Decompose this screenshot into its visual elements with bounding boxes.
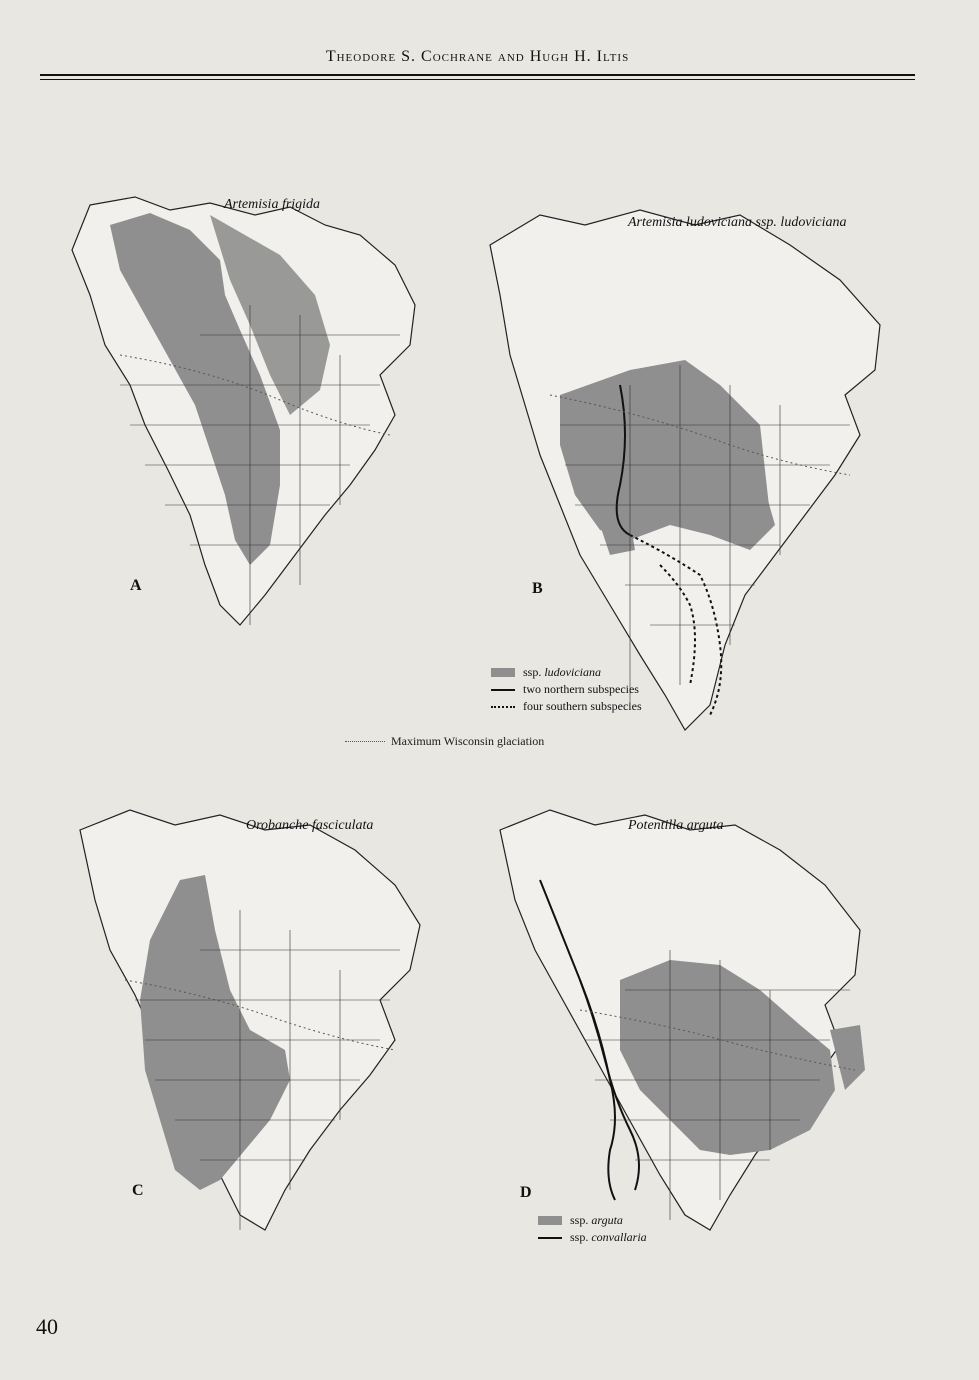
legend-ssp-prefix: ssp.: [570, 1213, 589, 1227]
map-b-figure: [470, 185, 910, 740]
map-c-figure: [50, 790, 470, 1240]
map-c-letter: C: [132, 1182, 144, 1199]
legend-arguta-label: arguta: [591, 1213, 623, 1227]
header-rule: [40, 74, 915, 76]
map-b-legend: [491, 664, 642, 715]
header-rule-thin: [40, 79, 915, 80]
legend-swatch-solid: [538, 1237, 562, 1239]
map-c-title: Orobanche fasciculata: [246, 818, 374, 833]
legend-swatch-fill: [538, 1216, 562, 1225]
legend-item-southern: [491, 698, 642, 715]
page-header: [40, 48, 915, 66]
legend-item-arguta: [538, 1212, 647, 1229]
map-d-title: Potentilla arguta: [628, 818, 724, 833]
map-c: [50, 790, 470, 1240]
glaciation-legend: [345, 734, 544, 749]
legend-ssp-name: ludoviciana: [544, 665, 601, 679]
map-d: [470, 790, 910, 1240]
legend-item-convallaria: [538, 1229, 647, 1246]
legend-ssp-prefix: ssp.: [523, 665, 542, 679]
glaciation-swatch: [345, 741, 385, 742]
map-a: [50, 185, 470, 630]
running-head: Theodore S. Cochrane and Hugh H. Iltis: [325, 48, 630, 65]
map-d-legend: [538, 1212, 647, 1246]
page-number: 40: [36, 1314, 58, 1339]
legend-swatch-fill: [491, 668, 515, 677]
map-a-letter: A: [130, 577, 142, 594]
map-b-title: Artemisia ludoviciana ssp. ludoviciana: [628, 215, 847, 230]
legend-swatch-solid: [491, 689, 515, 691]
legend-item-ludoviciana: [491, 664, 642, 681]
map-a-figure: [50, 185, 470, 630]
map-b-letter: B: [532, 580, 543, 597]
map-b: [470, 185, 910, 740]
map-d-figure: [470, 790, 910, 1240]
legend-southern-label: four southern subspecies: [523, 699, 642, 713]
legend-convallaria-label: convallaria: [591, 1230, 647, 1244]
legend-item-northern: [491, 681, 642, 698]
legend-northern-label: two northern subspecies: [523, 682, 639, 696]
legend-ssp-prefix: ssp.: [570, 1230, 589, 1244]
map-d-letter: D: [520, 1184, 532, 1201]
glaciation-label: Maximum Wisconsin glaciation: [391, 734, 545, 748]
legend-swatch-dotted: [491, 706, 515, 708]
map-a-title: Artemisia frigida: [224, 197, 321, 212]
